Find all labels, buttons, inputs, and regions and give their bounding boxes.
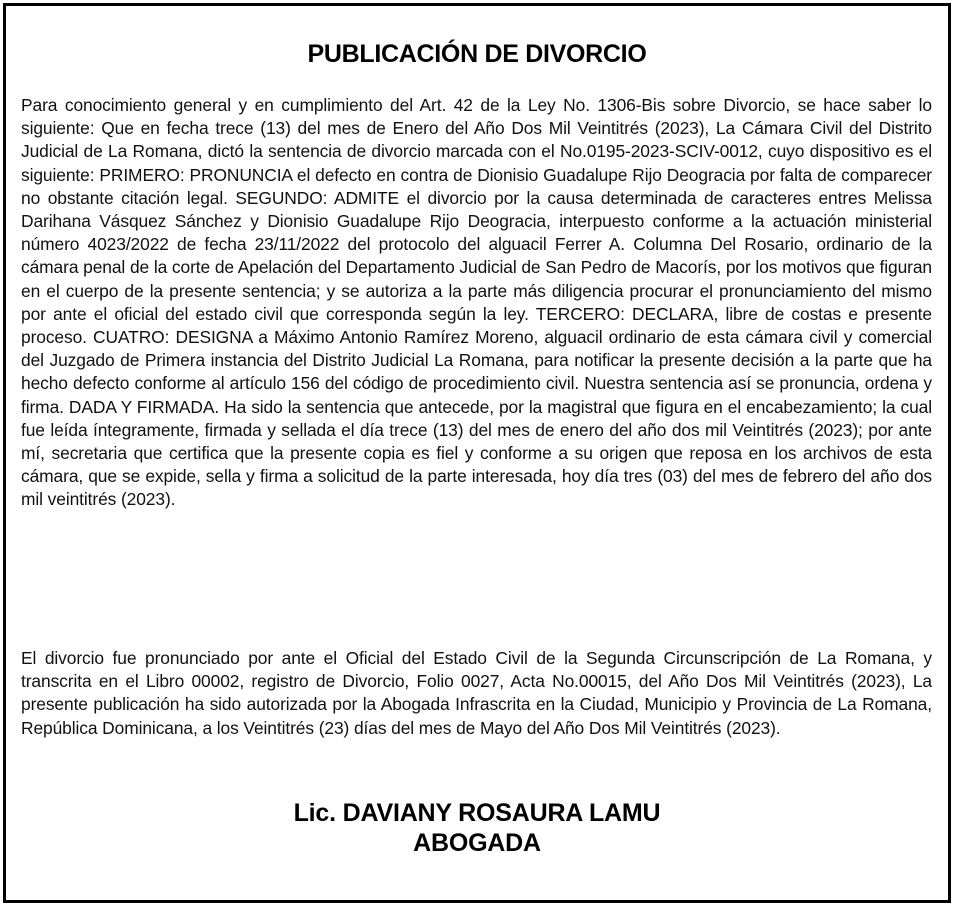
- notice-paragraph-1: Para conocimiento general y en cumplimiento del Art. 42 de la Ley No. 1306-Bis sobre Divorcio, se hace saber lo siguiente: Que en fecha trece (13) del mes de Enero del Año Dos Mil Veintitrés (2023), La Cámara Civil del Distrito Judicial de La Romana, dictó la sentencia de divorcio marcada con el No.0195-2023-SCIV-0012, cuyo dispositivo es el siguiente: PRIMERO: PRONUNCIA el defecto en contra de Dionisio Guadalupe Rijo Deogracia por falta de comparecer no obstante citación legal. SEGUNDO: ADMITE el divorcio por la causa determinada de caracteres entres Melissa Darihana Vásquez Sánchez y Dionisio Guadalupe Rijo Deogracia, interpuesto conforme a la actuación ministerial número 4023/2022 de fecha 23/11/2022 del protocolo del alguacil Ferrer A. Columna Del Rosario, ordinario de la cámara penal de la corte de Apelación del Departamento Judicial de San Pedro de Macorís, por los motivos que figuran en el cuerpo de la presente sentencia; y se autoriza a la parte más diligencia procurar el pronunciamiento del mismo por ante el oficial del estado civil que corresponda según la ley. TERCERO: DECLARA, libre de costas e presente proceso. CUATRO: DESIGNA a Máximo Antonio Ramírez Moreno, alguacil ordinario de esta cámara civil y comercial del Juzgado de Primera instancia del Distrito Judicial La Romana, para notificar la presente decisión a la parte que ha hecho defecto conforme al artículo 156 del código de procedimiento civil. Nuestra sentencia así se pronuncia, ordena y firma. DADA Y FIRMADA. Ha sido la sentencia que antecede, por la magistral que figura en el encabezamiento; la cual fue leída íntegramente, firmada y sellada el día trece (13) del mes de enero del año dos mil Veintitrés (2023); por ante mí, secretaria que certifica que la presente copia es fiel y conforme a su origen que reposa en los archivos de esta cámara, que se expide, sella y firma a solicitud de la parte interesada, hoy día tres (03) del mes de febrero del año dos mil veintitrés (2023).: [21, 95, 932, 510]
- signature-name: Lic. DAVIANY ROSAURA LAMU: [293, 799, 661, 827]
- signature-role: ABOGADA: [413, 829, 541, 857]
- notice-paragraph-2: El divorcio fue pronunciado por ante el Oficial del Estado Civil de la Segunda Circunscripción de La Romana, y transcrita en el Libro 00002, registro de Divorcio, Folio 0027, Acta No.00015, del Año Dos Mil Veintitrés (2023), La presente publicación ha sido autorizada por la Abogada Infrascrita en la Ciudad, Municipio y Provincia de La Romana, República Dominicana, a los Veintitrés (23) días del mes de Mayo del Año Dos Mil Veintitrés (2023).: [21, 648, 932, 738]
- notice-frame: [3, 3, 951, 903]
- signature-block: [6, 798, 948, 858]
- notice-title: PUBLICACIÓN DE DIVORCIO: [307, 40, 647, 68]
